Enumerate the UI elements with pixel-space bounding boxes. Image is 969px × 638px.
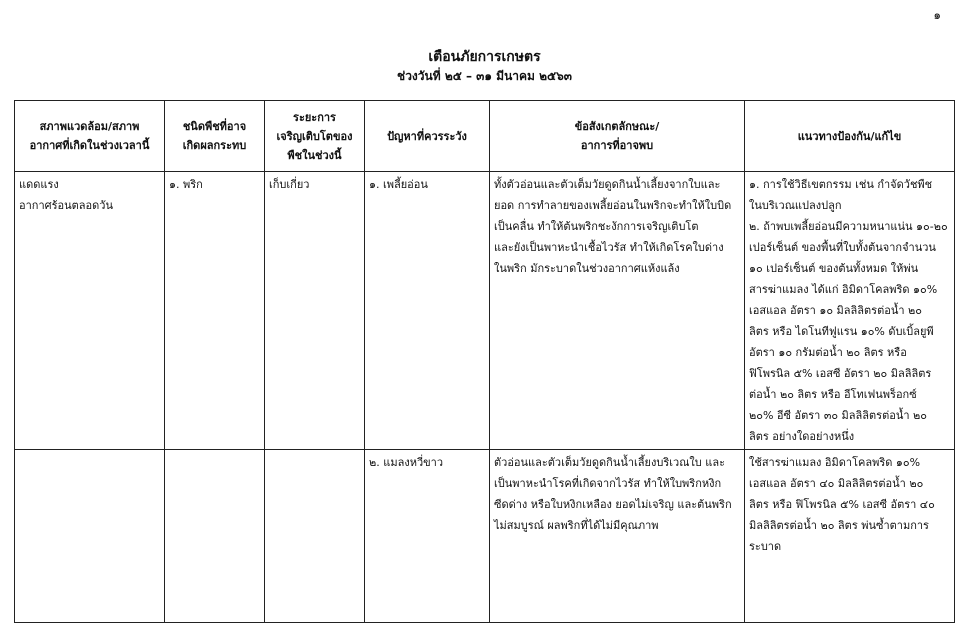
header-crop: ชนิดพืชที่อาจ เกิดผลกระทบ bbox=[165, 101, 265, 172]
cell-growth-stage: เก็บเกี่ยว bbox=[265, 172, 365, 450]
table-row bbox=[15, 450, 955, 623]
header-symptoms: ข้อสังเกตลักษณะ/ อาการที่อาจพบ bbox=[490, 101, 745, 172]
cell-crop: ๑. พริก bbox=[165, 172, 265, 450]
cell-problem: ๒. แมลงหวี่ขาว bbox=[365, 450, 490, 623]
cell-growth-stage bbox=[265, 450, 365, 623]
header-problem: ปัญหาที่ควรระวัง bbox=[365, 101, 490, 172]
cell-solution: ๑. การใช้วิธีเขตกรรม เช่น กำจัดวัชพืช ในบริเวณแปลงปลูก ๒. ถ้าพบเพลี้ยอ่อนมีความหนาแน่น ๑๐-๒๐ เปอร์เซ็นต์ ของพื้นที่ใบทั้งต้นจากจำนวน ๑๐ เปอร์เซ็นต์ ของต้นทั้งหมด ให้พ่น สารฆ่าแมลง ได้แก่ อิมิดาโคลพริด ๑๐% เอสแอล อัตรา ๑๐ มิลลิลิตรต่อน้ำ ๒๐ ลิตร หรือ ไดโนทีฟูแรน ๑๐% ดับเบิ้ลยูพี อัตรา ๑๐ กรัมต่อน้ำ ๒๐ ลิตร หรือ ฟิโพรนิล ๕% เอสซี อัตรา ๒๐ มิลลิลิตร ต่อน้ำ ๒๐ ลิตร หรือ อีโทเฟนพร็อกซ์ ๒๐% อีซี อัตรา ๓๐ มิลลิลิตรต่อน้ำ ๒๐ ลิตร อย่างใดอย่างหนึ่ง bbox=[745, 172, 955, 450]
cell-crop bbox=[165, 450, 265, 623]
document-subtitle: ช่วงวันที่ ๒๕ – ๓๑ มีนาคม ๒๕๖๓ bbox=[397, 69, 572, 83]
header-solution: แนวทางป้องกัน/แก้ไข bbox=[745, 101, 955, 172]
cell-environment bbox=[15, 450, 165, 623]
page-number: ๑ bbox=[933, 8, 941, 22]
header-environment: สภาพแวดล้อม/สภาพ อากาศที่เกิดในช่วงเวลานี้ bbox=[15, 101, 165, 172]
table-row bbox=[15, 172, 955, 450]
cell-symptoms: ตัวอ่อนและตัวเต็มวัยดูดกินน้ำเลี้ยงบริเวณใบ และ เป็นพาหะนำโรคที่เกิดจากไวรัส ทำให้ใบพริกหงิก ซีดด่าง หรือใบหงิกเหลือง ยอดไม่เจริญ และต้นพริก ไม่สมบูรณ์ ผลพริกที่ได้ไม่มีคุณภาพ bbox=[490, 450, 745, 623]
cell-environment: แดดแรง อากาศร้อนตลอดวัน bbox=[15, 172, 165, 450]
cell-solution: ใช้สารฆ่าแมลง อิมิดาโคลพริด ๑๐% เอสแอล อัตรา ๔๐ มิลลิลิตรต่อน้ำ ๒๐ ลิตร หรือ ฟิโพรนิล ๕% เอสซี อัตรา ๔๐ มิลลิลิตรต่อน้ำ ๒๐ ลิตร พ่นซ้ำตามการ ระบาด bbox=[745, 450, 955, 623]
cell-symptoms: ทั้งตัวอ่อนและตัวเต็มวัยดูดกินน้ำเลี้ยงจากใบและ ยอด การทำลายของเพลี้ยอ่อนในพริกจะทำให้ใบบิด เป็นคลื่น ทำให้ต้นพริกชะงักการเจริญเติบโต และยังเป็นพาหะนำเชื้อไวรัส ทำให้เกิดโรคใบด่าง ในพริก มักระบาดในช่วงอากาศแห้งแล้ง bbox=[490, 172, 745, 450]
header-growth-stage: ระยะการ เจริญเติบโตของ พืชในช่วงนี้ bbox=[265, 101, 365, 172]
document-title: เตือนภัยการเกษตร bbox=[428, 49, 541, 65]
cell-problem: ๑. เพลี้ยอ่อน bbox=[365, 172, 490, 450]
warning-table bbox=[14, 100, 955, 623]
table-header-row bbox=[15, 101, 955, 172]
